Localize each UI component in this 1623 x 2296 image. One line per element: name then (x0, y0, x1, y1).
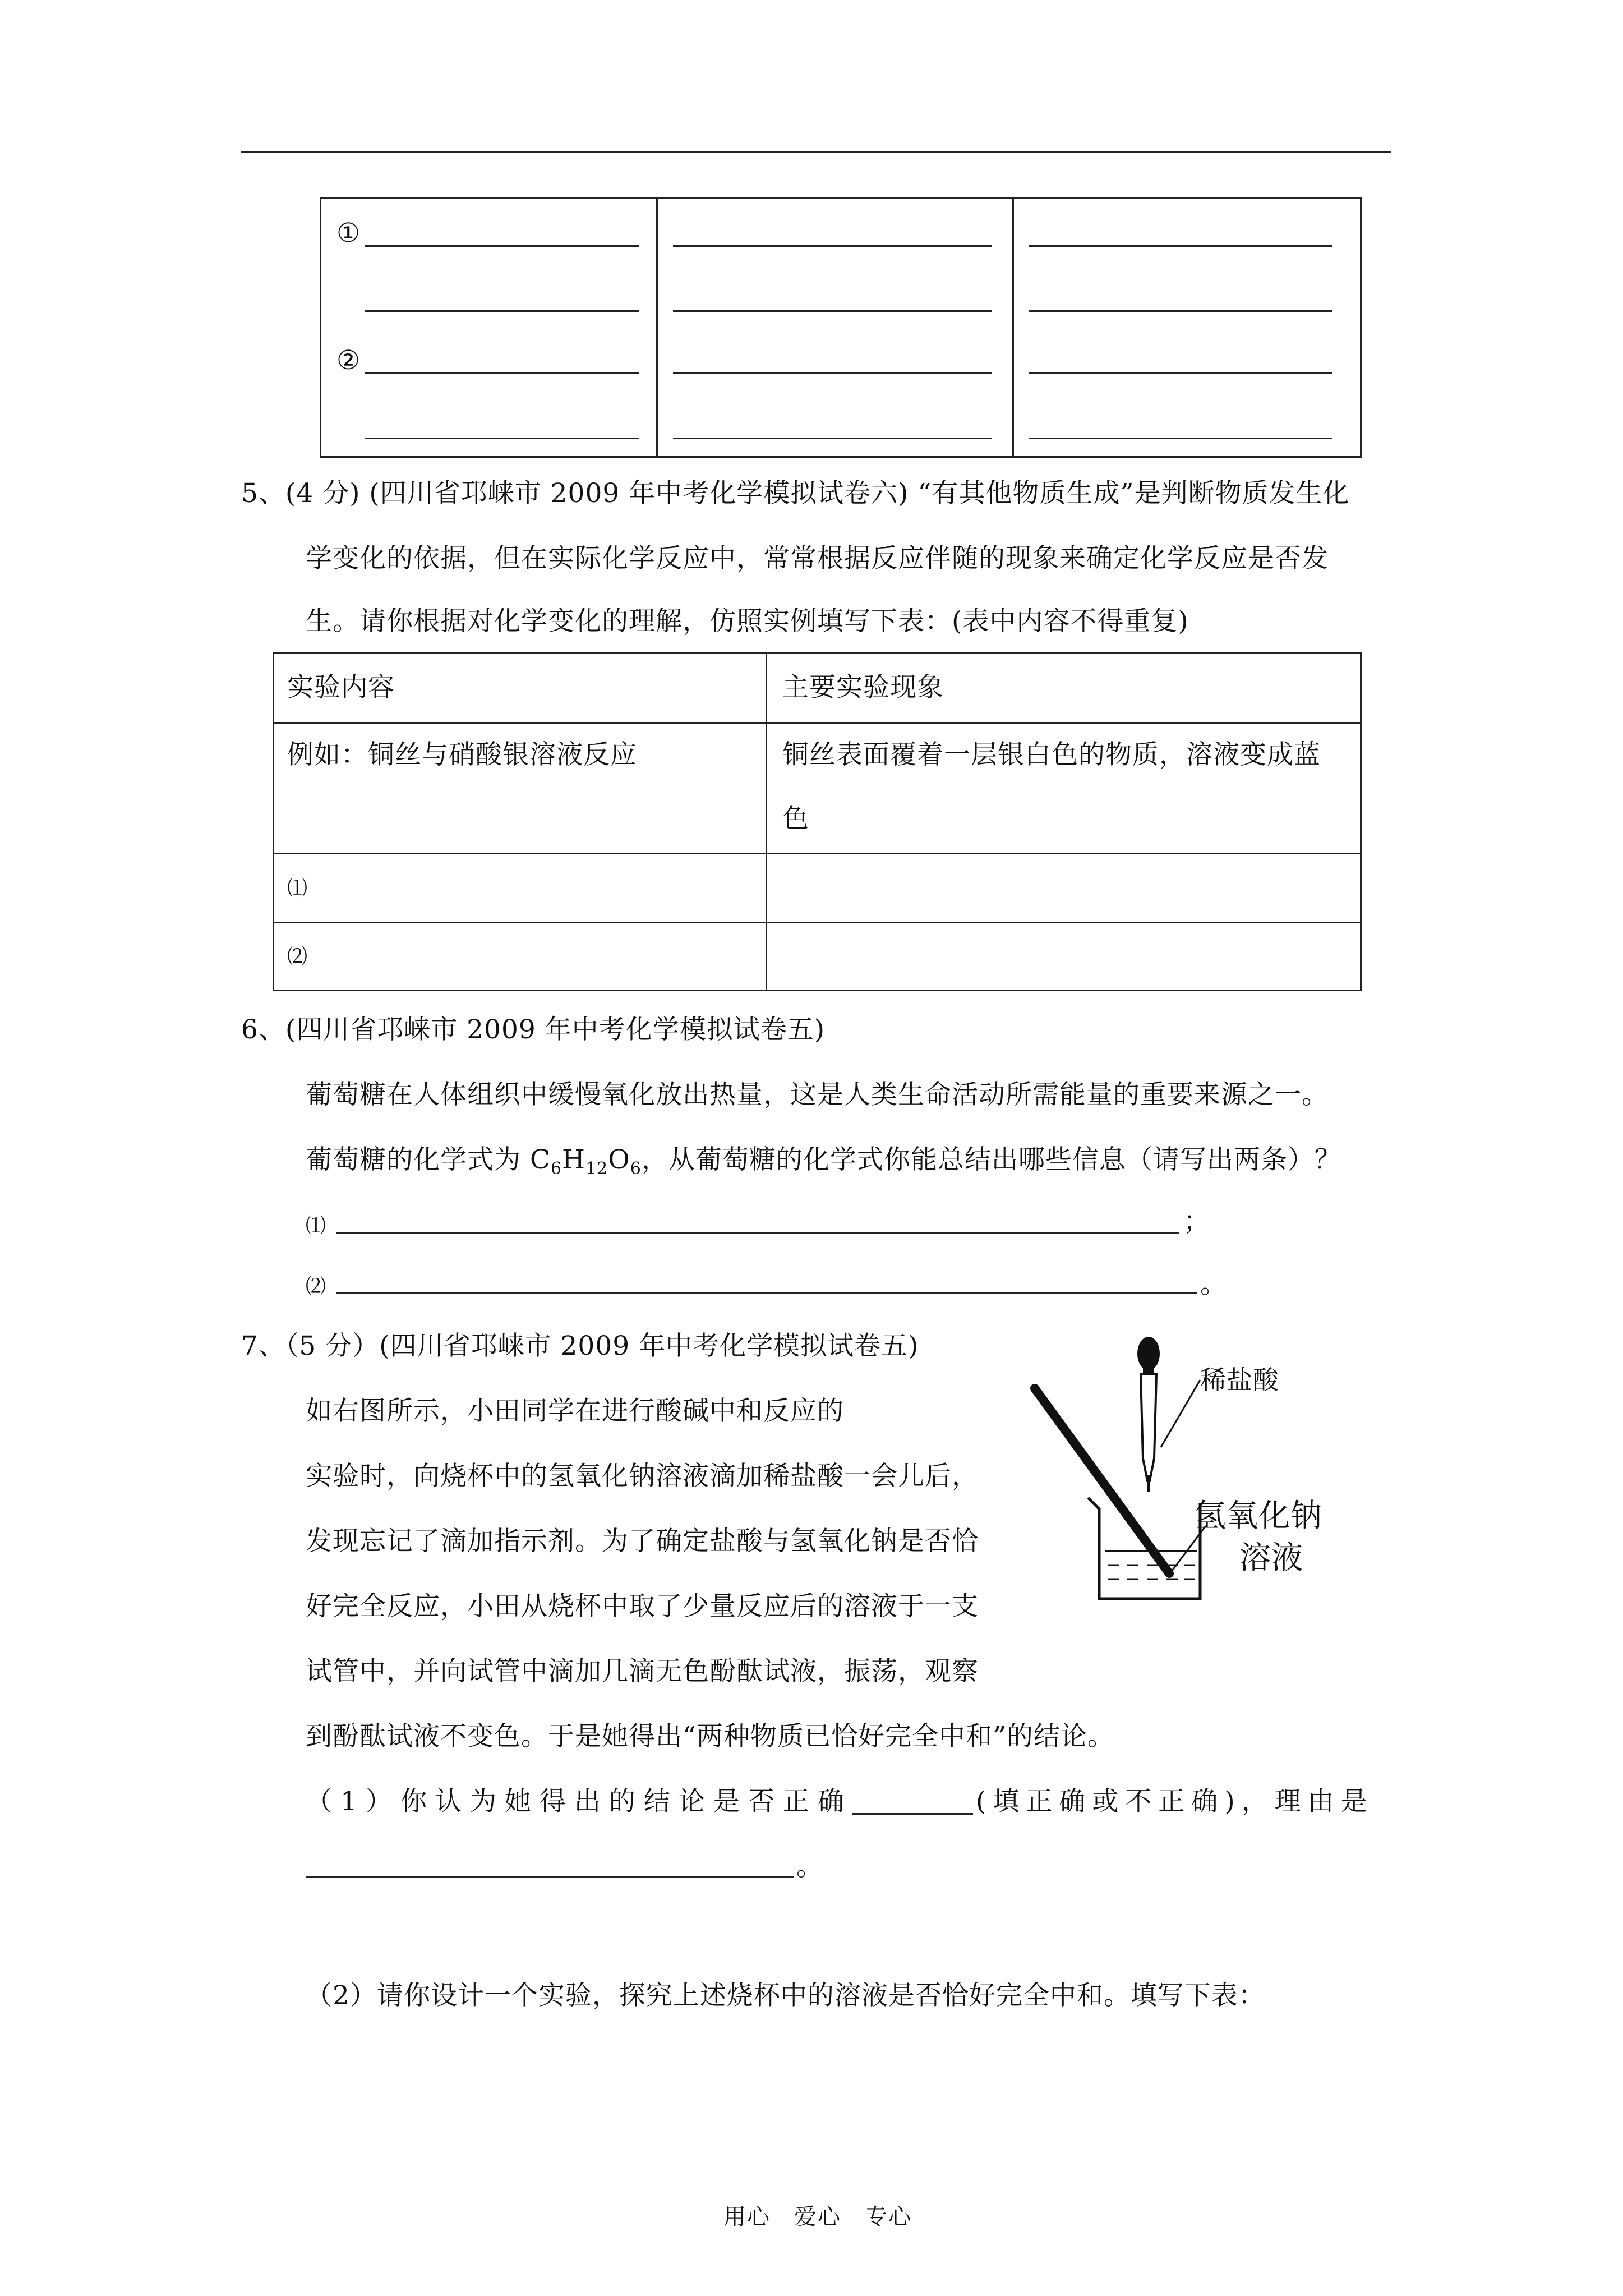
q7-sub-1-end: 。 (796, 1851, 823, 1882)
q5-table-header-phenomenon: 主要实验现象 (782, 672, 944, 703)
q7-line-1: 7、（5 分）(四川省邛崃市 2009 年中考化学模拟试卷五) (241, 1331, 919, 1361)
answer-table-divider-2 (1012, 197, 1014, 458)
q5-table-col-divider (766, 652, 767, 991)
q6-blank-1-label: ⑴ (306, 1214, 327, 1237)
q5-table-row-divider (273, 853, 1362, 854)
q5-table-header-content: 实验内容 (287, 672, 395, 703)
answer-table-divider-1 (656, 197, 658, 458)
q7-para-2: 实验时，向烧杯中的氢氧化钠溶液滴加稀盐酸一会儿后， (306, 1461, 979, 1492)
answer-blank[interactable] (365, 438, 639, 439)
figure-label-base: 氢氧化钠 (1195, 1498, 1322, 1534)
q5-line-2: 学变化的依据，但在实际化学反应中，常常根据反应伴随的现象来确定化学反应是否发 (306, 543, 1329, 574)
q6-blank-1-end: ； (1183, 1206, 1210, 1237)
answer-blank[interactable] (1029, 438, 1332, 439)
q6-line-2: 葡萄糖在人体组织中缓慢氧化放出热量，这是人类生命活动所需能量的重要来源之一。 (306, 1079, 1329, 1110)
answer-blank[interactable] (365, 310, 639, 312)
q6-answer-blank-1[interactable] (336, 1232, 1179, 1234)
figure-label-acid: 稀盐酸 (1200, 1365, 1279, 1395)
answer-blank[interactable] (1029, 372, 1332, 374)
q5-table-row-divider (273, 922, 1362, 923)
q7-sub-1-blank[interactable] (852, 1813, 973, 1815)
q7-para-5: 试管中，并向试管中滴加几滴无色酚酞试液，振荡，观察 (306, 1656, 979, 1687)
answer-blank[interactable] (365, 372, 639, 374)
q5-line-3: 生。请你根据对化学变化的理解，仿照实例填写下表：(表中内容不得重复) (306, 606, 1189, 637)
q7-sub-1-hint: (填正确或不正确)，理由是 (976, 1786, 1374, 1817)
answer-blank[interactable] (365, 245, 639, 247)
q7-para-1: 如右图所示，小田同学在进行酸碱中和反应的 (306, 1396, 844, 1427)
q7-sub-2-prompt: （2）请你设计一个实验，探究上述烧杯中的溶液是否恰好完全中和。填写下表： (306, 1980, 1265, 2011)
answer-blank[interactable] (673, 310, 992, 312)
q5-table-row-1-label: ⑴ (287, 877, 308, 900)
q5-line-1: 5、(4 分) (四川省邛崃市 2009 年中考化学模拟试卷六) “有其他物质生成”是判断物质发生化 (241, 478, 1350, 509)
answer-blank[interactable] (1029, 310, 1332, 312)
q7-sub-1-reason-blank[interactable] (306, 1876, 794, 1878)
beaker-figure (1009, 1318, 1374, 1632)
answer-blank[interactable] (673, 245, 992, 247)
answer-blank[interactable] (673, 372, 992, 374)
q5-table-row-2-label: ⑵ (287, 945, 308, 968)
answer-item-2-label: ② (336, 345, 361, 376)
page-footer: 用心 爱心 专心 (723, 2204, 912, 2230)
beaker-icon (1088, 1498, 1200, 1599)
answer-blank[interactable] (1029, 245, 1332, 247)
q6-blank-2-end: 。 (1200, 1269, 1227, 1300)
q7-para-4: 好完全反应，小田从烧杯中取了少量反应后的溶液于一支 (306, 1591, 979, 1622)
q5-table-example-phenomenon-cont: 色 (782, 803, 809, 834)
q6-answer-blank-2[interactable] (336, 1292, 1197, 1294)
answer-blank[interactable] (673, 438, 992, 439)
header-rule (241, 151, 1391, 153)
q5-table-example-content: 例如：铜丝与硝酸银溶液反应 (287, 739, 637, 770)
q5-table-row-divider (273, 722, 1362, 724)
q6-blank-2-label: ⑵ (306, 1275, 327, 1298)
q6-line-3: 葡萄糖的化学式为 $C_6H_{12}O_6$，从葡萄糖的化学式你能总结出哪些信息（请写出两条）？ (306, 1144, 1341, 1179)
q7-sub-1-prompt: （1）你认为她得出的结论是否正确 (306, 1786, 852, 1817)
answer-item-1-label: ① (336, 218, 361, 249)
q6-line-1: 6、(四川省邛崃市 2009 年中考化学模拟试卷五) (241, 1014, 826, 1045)
dropper-tube-icon (1141, 1374, 1156, 1481)
figure-label-base-cont: 溶液 (1239, 1540, 1303, 1576)
answer-table (320, 197, 1362, 458)
dropper-bulb-icon (1137, 1337, 1160, 1370)
q7-para-6: 到酚酞试液不变色。于是她得出“两种物质已恰好完全中和”的结论。 (306, 1721, 1115, 1752)
q5-table-example-phenomenon: 铜丝表面覆着一层银白色的物质，溶液变成蓝 (782, 739, 1321, 770)
q7-para-3: 发现忘记了滴加指示剂。为了确定盐酸与氢氧化钠是否恰 (306, 1526, 979, 1557)
